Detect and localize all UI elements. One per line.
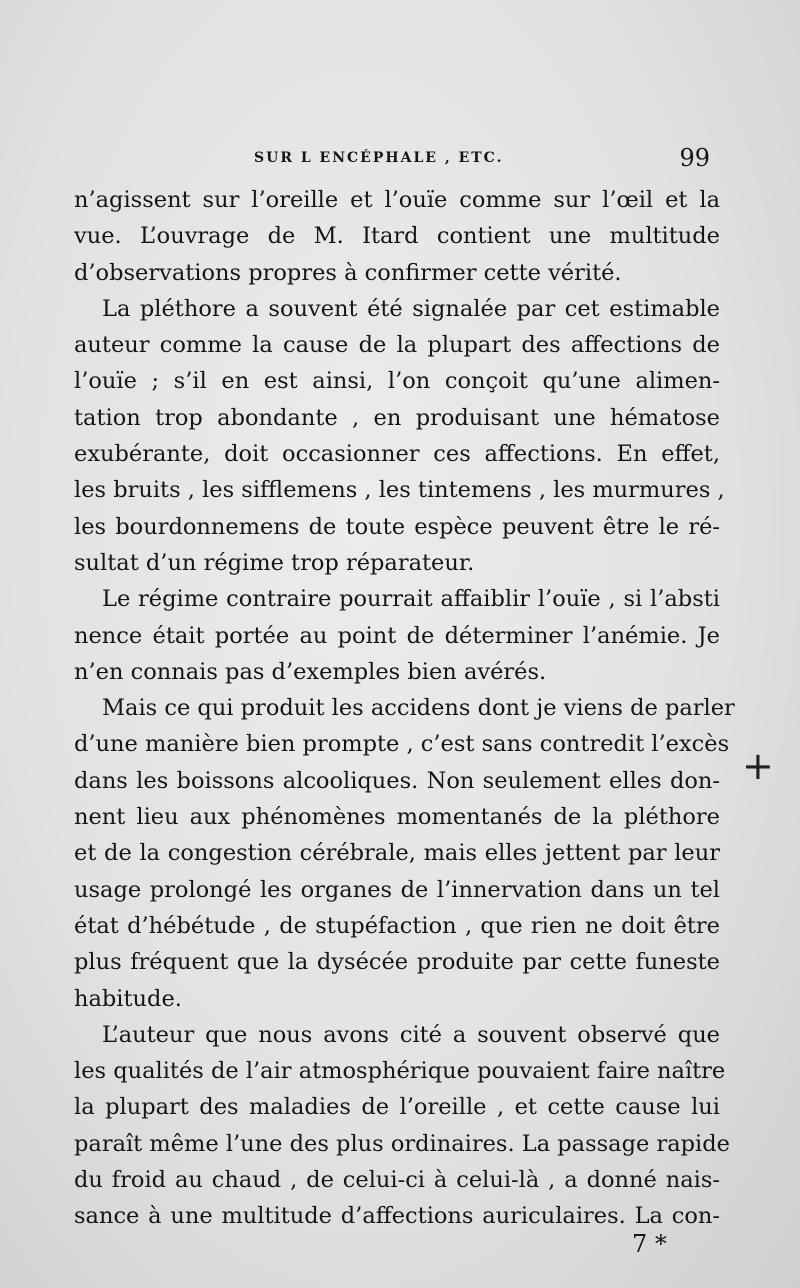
text-line: La pléthore a souvent été signalée par cet estimable xyxy=(102,295,720,322)
text-line: vue. L’ouvrage de M. Itard contient une multitude xyxy=(74,223,720,250)
text-line: d’une manière bien prompte , c’est sans contredit l’excès xyxy=(74,731,730,758)
text-line: sance à une multitude d’affections auriculaires. La con- xyxy=(74,1203,720,1230)
text-line: du froid au chaud , de celui-ci à celui-là , a donné nais- xyxy=(74,1167,720,1194)
running-head: SUR L ENCÉPHALE , ETC. xyxy=(254,150,504,166)
text-line: état d’hébétude , de stupéfaction , que rien ne doit être xyxy=(74,912,720,939)
text-line: d’observations propres à confirmer cette vérité. xyxy=(74,259,622,286)
text-line: sultat d’un régime trop réparateur. xyxy=(74,549,475,576)
text-line: n’en connais pas d’exemples bien avérés. xyxy=(74,658,547,685)
text-line: les qualités de l’air atmosphérique pouvaient faire naître xyxy=(74,1058,726,1085)
text-line: nence était portée au point de déterminer l’anémie. Je xyxy=(74,622,720,649)
text-line: usage prolongé les organes de l’innervation dans un tel xyxy=(74,876,720,903)
text-line: et de la congestion cérébrale, mais elles jettent par leur xyxy=(74,840,720,867)
text-line: l’ouïe ; s’il en est ainsi, l’on conçoit qu’une alimen- xyxy=(74,368,720,395)
text-line: tation trop abondante , en produisant une hématose xyxy=(74,404,720,431)
body-text xyxy=(74,182,735,1235)
paragraph xyxy=(74,182,720,291)
text-line: dans les boissons alcooliques. Non seulement elles don- xyxy=(74,767,720,794)
margin-annotation-mark: + xyxy=(742,744,774,788)
paragraph xyxy=(74,690,735,1017)
text-line: les bourdonnemens de toute espèce peuvent être le ré- xyxy=(74,513,720,540)
text-line: habitude. xyxy=(74,985,182,1012)
page-header xyxy=(60,144,720,180)
text-line: auteur comme la cause de la plupart des affections de xyxy=(74,332,720,359)
text-line: les bruits , les sifflemens , les tintemens , les murmures , xyxy=(74,477,725,504)
text-line: exubérante, doit occasionner ces affections. En effet, xyxy=(74,441,720,468)
text-line: la plupart des maladies de l’oreille , et cette cause lui xyxy=(74,1094,720,1121)
text-line: n’agissent sur l’oreille et l’ouïe comme sur l’œil et la xyxy=(74,187,720,213)
text-line: L’auteur que nous avons cité a souvent observé que xyxy=(102,1021,720,1048)
page-number: 99 xyxy=(679,144,710,172)
text-line: Mais ce qui produit les accidens dont je viens de parler xyxy=(102,695,735,722)
text-line: paraît même l’une des plus ordinaires. La passage rapide xyxy=(74,1130,730,1157)
text-line: plus fréquent que la dysécée produite par cette funeste xyxy=(74,949,720,976)
text-line: Le régime contraire pourrait affaiblir l’ouïe , si l’absti xyxy=(102,586,720,613)
text-line: nent lieu aux phénomènes momentanés de la pléthore xyxy=(74,804,720,831)
paragraph xyxy=(74,1017,730,1235)
paragraph xyxy=(74,581,720,690)
paragraph xyxy=(74,291,725,581)
printer-signature-mark: 7 * xyxy=(632,1230,667,1258)
